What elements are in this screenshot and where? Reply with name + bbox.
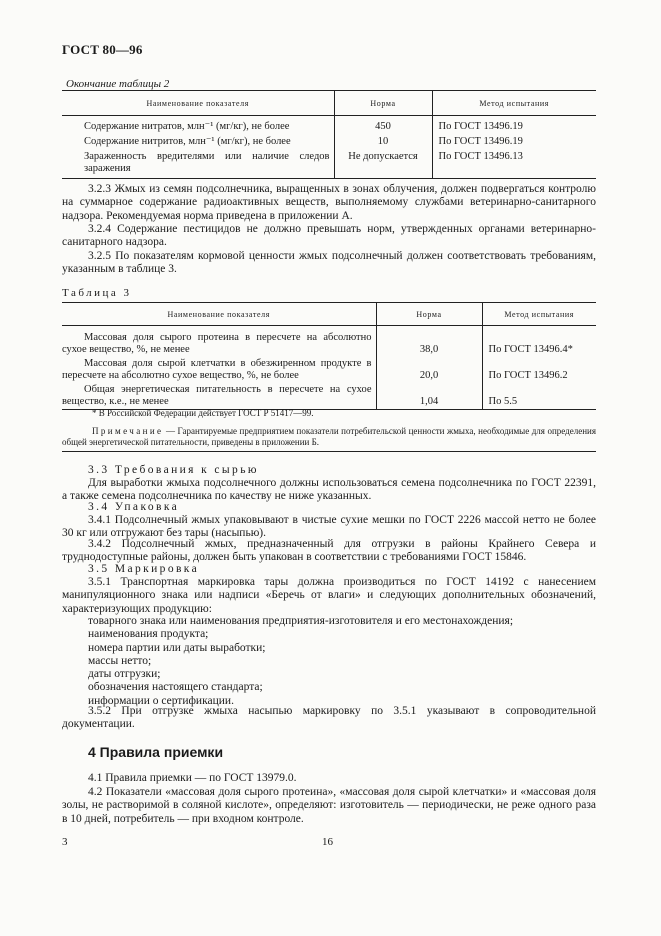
table-row [62,326,596,357]
table-2 [62,90,596,179]
paragraph-3-5-1: 3.5.1 Транспортная маркировка тары должна производиться по ГОСТ 14192 с нанесением манипуляционного знака или надписи «Беречь от влаги» и следующих дополнительных обозначений, характеризующих продукцию: [62,576,596,615]
paragraph-3-2-3: 3.2.3 Жмых из семян подсолнечника, выращенных в зонах облучения, должен подвергаться контролю на суммарное содержание радиоактивных веществ, выполняемому службами ветеринарно-санитарного надзора. Рекомендуемая норма приведена в приложении А. [62,183,596,222]
list-item: наименования продукта; [88,628,209,641]
table3-note [62,426,596,448]
table2-cell-method: По ГОСТ 13496.13 [438,151,523,162]
marking-list [62,615,596,708]
list-item: массы нетто; [88,654,152,667]
table2-cell-norm: 10 [334,133,432,148]
table-row [62,382,596,410]
heading-3-3: 3.3 Требования к сырью [88,464,259,476]
table3-cell-norm: 1,04 [376,382,482,410]
table2-cell-method: По ГОСТ 13496.19 [438,136,523,147]
table2-cell-name: Зараженность вредителями или наличие следов заражения [62,148,334,179]
paragraph-4-2: 4.2 Показатели «массовая доля сырого протеина», «массовая доля сырой клетчатки» и «массовая доля золы, не растворимой в соляной кислоте», определяют: изготовитель — периодически, не реже одного раза в 10 дней, потребитель — при входном контроле. [62,786,596,825]
table2-cell-norm: Не допускается [334,148,432,179]
paragraph-3-3: Для выработки жмыха подсолнечного должны использоваться семена подсолнечника по ГОСТ 22391, а также семена подсолнечника по качеству не ниже указанных. [62,477,596,503]
table3-cell-method: По 5.5 [488,396,518,407]
list-item: обозначения настоящего стандарта; [88,681,263,694]
table2-header-row [62,91,596,116]
table3-col-method: Метод испытания [504,309,575,319]
paragraph-3-2-5: 3.2.5 По показателям кормовой ценности жмых подсолнечный должен соответствовать требованиям, указанным в таблице 3. [62,250,596,276]
note-label: Примечание [92,426,164,436]
table3-cell-norm: 20,0 [376,356,482,382]
table2-cell-name: Содержание нитратов, млн⁻¹ (мг/кг), не более [62,116,334,134]
table2-col-method: Метод испытания [479,98,550,108]
document-header: ГОСТ 80—96 [62,42,143,57]
table3-footnote: * В Российской Федерации действует ГОСТ Р 51417—99. [92,408,314,418]
table3-cell-method: По ГОСТ 13496.4* [488,344,573,355]
paragraph-3-4-1: 3.4.1 Подсолнечный жмых упаковывают в чистые сухие мешки по ГОСТ 2226 массой нетто не более 30 кг или отгружают без тары (насыпью). [62,514,596,540]
table-row [62,116,596,134]
footer-left-mark: 3 [62,836,68,848]
table2-caption: Окончание таблицы 2 [66,78,170,90]
table2-cell-norm: 450 [334,116,432,134]
page-number: 16 [322,836,333,848]
heading-3-4: 3.4 Упаковка [88,501,180,513]
table3-col-name: Наименование показателя [62,303,376,326]
paragraph-3-2-4: 3.2.4 Содержание пестицидов не должно превышать норм, утвержденных органами ветеринарно-санитарного надзора. [62,223,596,249]
table3-cell-name: Общая энергетическая питательность в пересчете на сухое вещество, к.е., не менее [62,382,376,410]
table3-header-row [62,303,596,326]
table-row [62,148,596,179]
table3-col-norm: Норма [376,303,482,326]
list-item: товарного знака или наименования предприятия-изготовителя и его местонахождения; [88,615,514,627]
table2-col-norm: Норма [334,91,432,116]
table3-cell-norm: 38,0 [376,326,482,357]
table3-cell-name: Массовая доля сырого протеина в пересчете на абсолютно сухое вещество, %, не менее [62,326,376,357]
paragraph-3-5-2: 3.5.2 При отгрузке жмыха насыпью маркировку по 3.5.1 указывают в сопроводительной документации. [62,705,596,731]
list-item: номера партии или даты выработки; [88,641,266,654]
table2-cell-name: Содержание нитритов, млн⁻¹ (мг/кг), не более [62,133,334,148]
table-row [62,133,596,148]
table3-cell-method: По ГОСТ 13496.2 [488,370,568,381]
table2-col-name: Наименование показателя [62,91,334,116]
list-item: даты отгрузки; [88,668,161,681]
heading-3-5: 3.5 Маркировка [88,563,200,575]
note-text: — Гарантируемые предприятием показатели потребительской ценности жмыха, необходимые для определения общей энергетической питательности, приведены в приложении Б. [62,426,596,447]
table3-cell-name: Массовая доля сырой клетчатки в обезжиренном продукте в пересчете на абсолютно сухое вещество, %, не более [62,356,376,382]
section-4-heading: 4 Правила приемки [88,744,224,760]
paragraph-4-1: 4.1 Правила приемки — по ГОСТ 13979.0. [88,772,297,784]
table-row [62,356,596,382]
list-item: информации о сертификации. [88,694,234,707]
table3-bottom-rule [62,451,596,452]
table3-caption: Таблица 3 [62,287,132,299]
table2-cell-method: По ГОСТ 13496.19 [438,121,523,132]
table-3 [62,302,596,410]
paragraph-3-4-2: 3.4.2 Подсолнечный жмых, предназначенный для отгрузки в районы Крайнего Севера и труднодоступные районы, должен быть упакован в соответствии с требованиями ГОСТ 15846. [62,538,596,564]
